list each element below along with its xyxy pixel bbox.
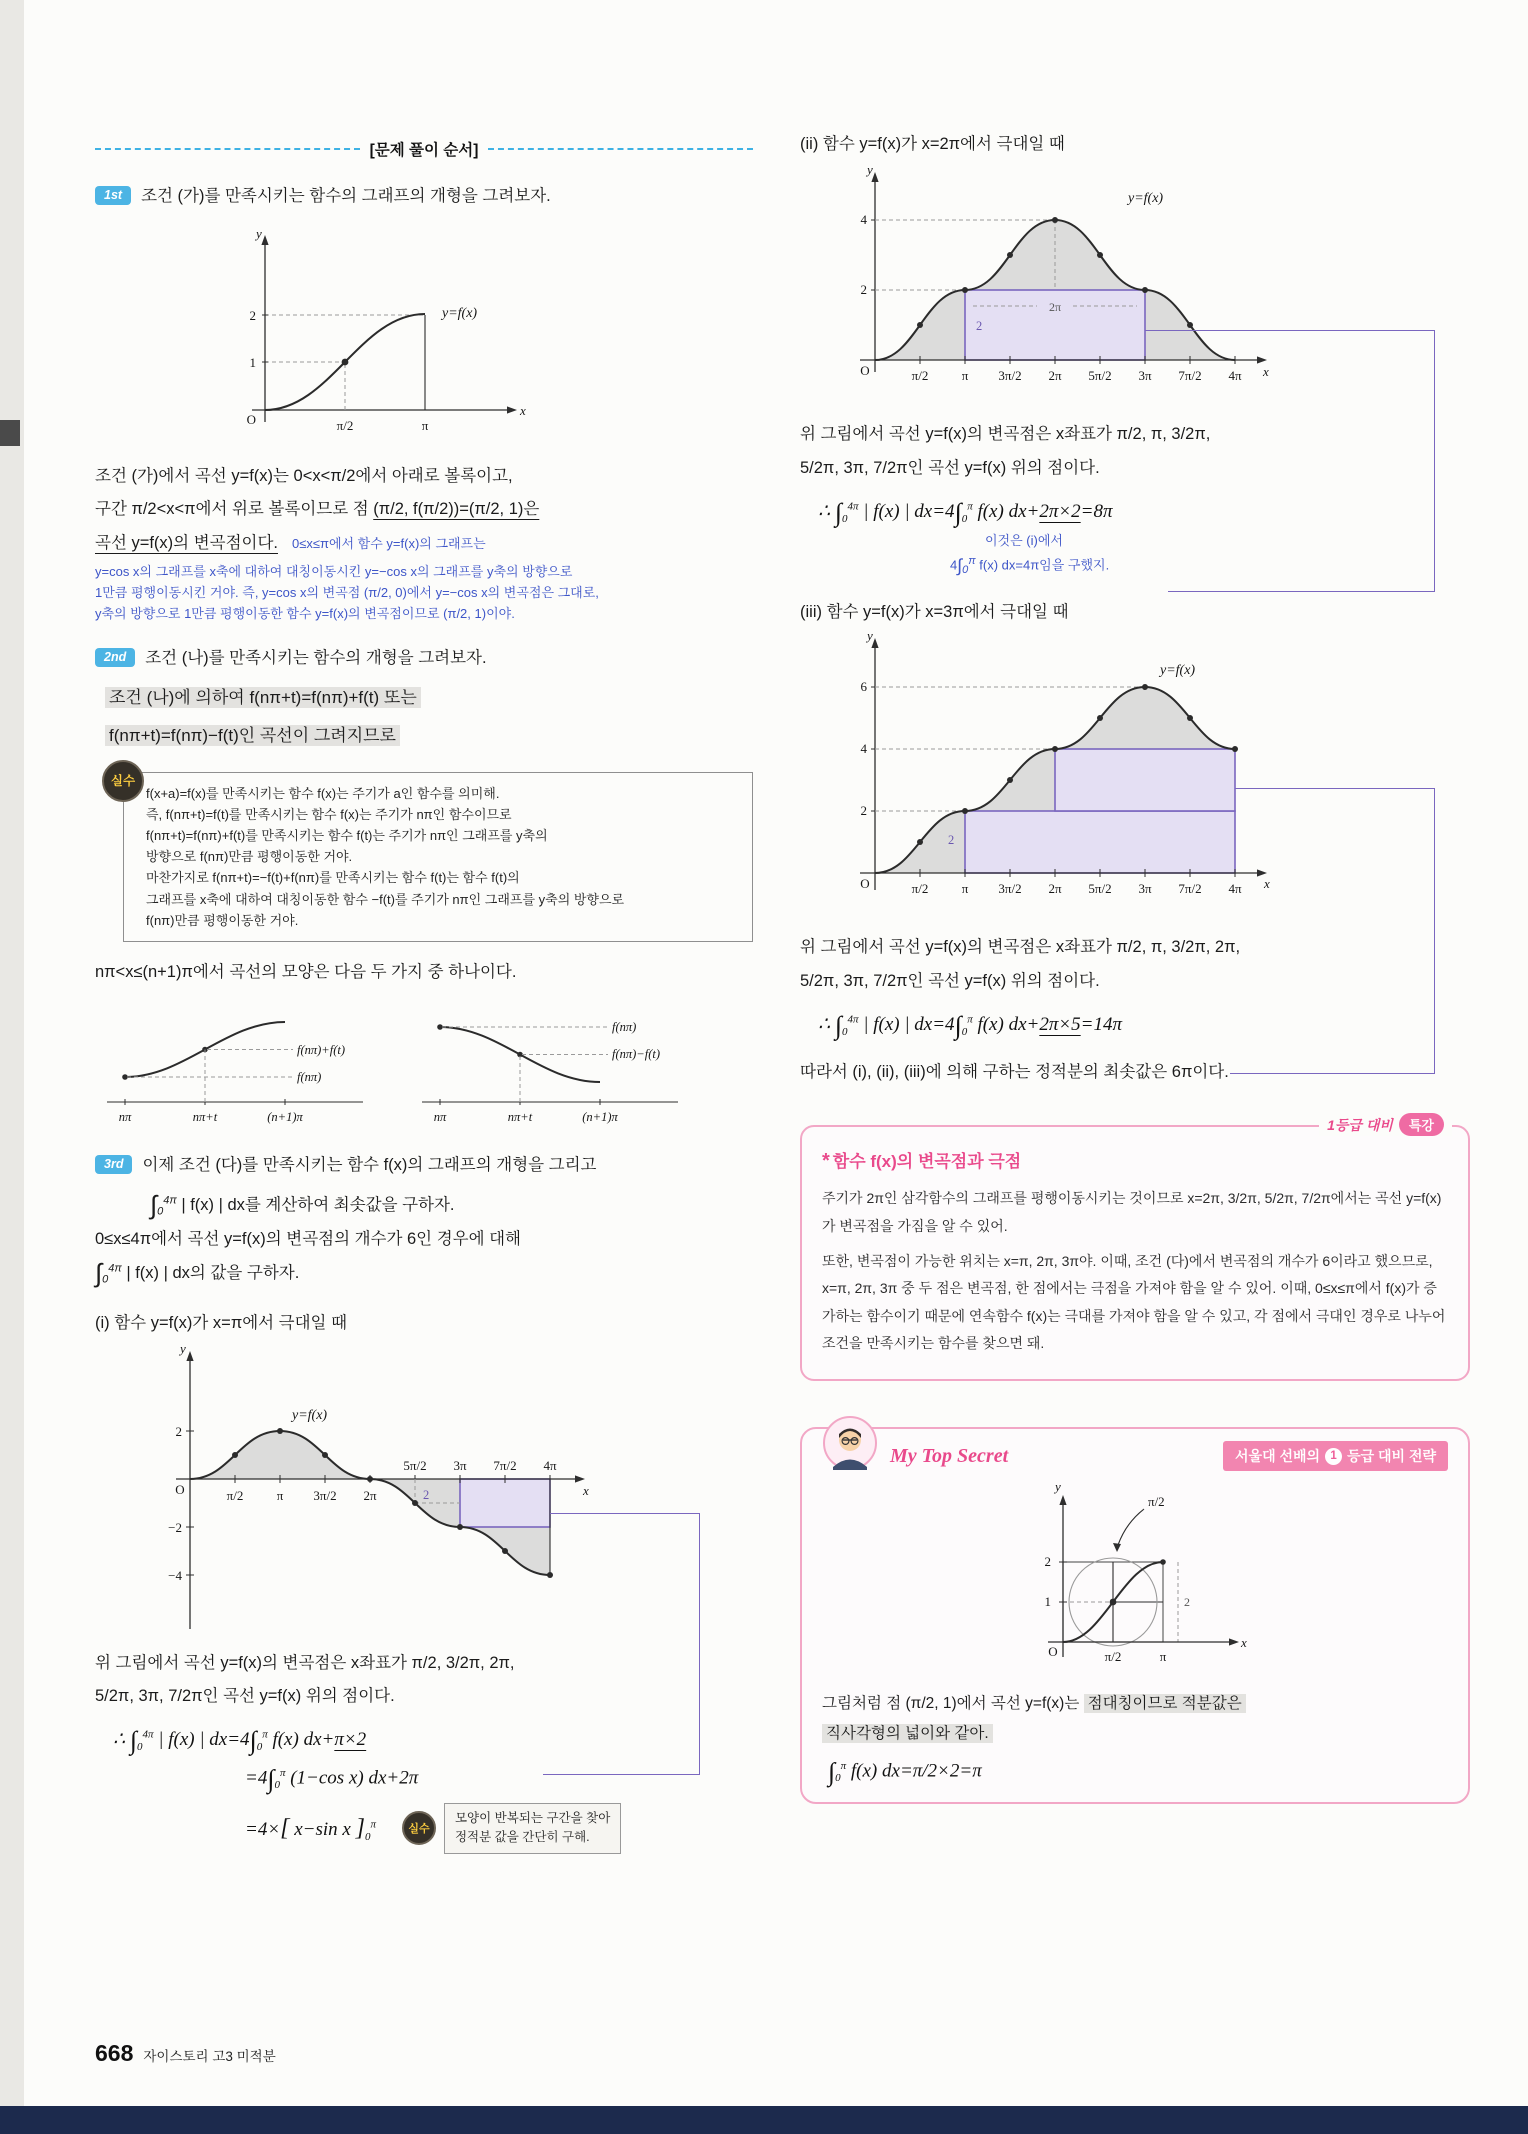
first-grade-special-box [800, 1116, 1470, 1381]
height-annotation: 2 [423, 1487, 430, 1502]
y-tick-label: 2 [249, 307, 256, 323]
case-ii-section [800, 130, 1470, 580]
curve-value-label: f(nπ) [297, 1070, 322, 1085]
my-top-secret-box [800, 1427, 1470, 1804]
bottom-navy-bar [0, 2106, 1528, 2134]
secret-text-2: 직사각형의 넓이와 같아. [822, 1719, 1448, 1749]
y-tick-label: 1 [249, 354, 256, 370]
special-badge: 1등급 대비 특강 [1319, 1113, 1452, 1136]
area-rectangle [460, 1479, 550, 1527]
book-title: 자이스토리 고3 미적분 [143, 2049, 276, 2064]
para-inflection-ii-1: 위 그림에서 곡선 y=f(x)의 변곡점은 x좌표가 π/2, π, 3/2π, [800, 425, 1211, 443]
x-tick-label: 4π [543, 1457, 557, 1473]
case-iii-title: (iii) 함수 y=f(x)가 x=3π에서 극대일 때 [800, 603, 1069, 622]
x-tick-label: 3π/2 [998, 368, 1022, 383]
y-axis-label: y [867, 628, 873, 644]
x-tick-label: 2π [1048, 368, 1062, 383]
x-tick-label: (n+1)π [267, 1110, 303, 1125]
page-edge-strip [0, 0, 24, 2134]
x-axis-label: x [520, 402, 526, 418]
mistake-note-line: f(x+a)=f(x)를 만족시키는 함수 f(x)는 주기가 a인 함수를 의미해. [146, 786, 500, 802]
x-tick-label: π [961, 368, 969, 383]
x-tick-label: 5π/2 [1088, 881, 1112, 897]
x-axis-label: x [1263, 364, 1269, 379]
graph-case-i-wrap [150, 1339, 753, 1641]
x-tick-label: π/2 [911, 881, 929, 897]
y-tick-label: 2 [1044, 1554, 1051, 1570]
curve-value-label: f(nπ) [612, 1020, 637, 1035]
height-annotation: 2 [1183, 1595, 1190, 1610]
x-tick-label: nπ+t [507, 1110, 533, 1125]
solution-order-header [95, 138, 753, 160]
x-tick-label: 4π [1228, 881, 1242, 897]
x-tick-label: 7π/2 [493, 1457, 517, 1473]
mentor-avatar-icon [822, 1415, 878, 1471]
step2-badge: 2nd [95, 648, 135, 667]
blue-annotation-ii-line1: 이것은 (i)에서 [985, 533, 1063, 549]
shape-diagrams [95, 997, 753, 1135]
formula-integral-iii: ∴ $\int_0^{4\pi}$ | f(x) | $dx=4\int_0^\pi$ f(x) dx+2π×5=14π [818, 1010, 1123, 1040]
case-ii-title: (ii) 함수 y=f(x)가 x=2π에서 극대일 때 [800, 135, 1065, 153]
x-tick-label: π [421, 417, 429, 433]
asterisk-marker: * [822, 1150, 830, 1173]
step3-title: 이제 조건 (다)를 만족시키는 함수 f(x)의 그래프의 개형을 그리고 [142, 1156, 597, 1175]
x-tick-label: nπ [433, 1110, 447, 1125]
secret-title: My Top Secret [890, 1444, 1009, 1467]
graph-case-i [150, 1339, 595, 1641]
origin-label: O [860, 363, 870, 378]
step1-title: 조건 (가)를 만족시키는 함수의 그래프의 개형을 그려보자. [141, 187, 551, 205]
x-tick-label: (n+1)π [582, 1110, 618, 1125]
formula-integral-i-2: $=4\int_0^\pi$ (1−cos x) dx+2π [245, 1764, 419, 1794]
y-axis-label: y [867, 162, 873, 177]
curve-value-label: f(nπ)+f(t) [297, 1043, 346, 1058]
inflection-conclusion: 곡선 y=f(x)의 변곡점이다. [95, 534, 278, 553]
y-axis-label: y [1054, 1479, 1061, 1495]
inflection-point [342, 358, 349, 365]
page-footer [95, 2040, 276, 2067]
x-tick-label: 7π/2 [1178, 881, 1202, 897]
x-axis-label: x [1264, 876, 1270, 892]
shape-diagram-plus [95, 997, 400, 1135]
x-tick-label: π/2 [1104, 1649, 1121, 1665]
case-i-title: (i) 함수 y=f(x)가 x=π에서 극대일 때 [95, 1313, 348, 1332]
para-convexity-2: 구간 π/2<x<π에서 위로 볼록이므로 점 (π/2, f(π/2))=(π/2, 1)은 [95, 500, 540, 519]
shape-diagram-minus [410, 997, 715, 1135]
mistake-note-line: 그래프를 x축에 대하여 대칭이동한 함수 −f(t)를 주기가 nπ인 그래프를 y축의 방향으로 [146, 891, 625, 907]
x-tick-label: π [276, 1487, 284, 1503]
dashed-rule-left [95, 148, 360, 150]
dashed-rule-right [488, 148, 753, 150]
y-axis-label: y [180, 1340, 186, 1356]
formula-integral-ii: ∴ $\int_0^{4\pi}$ | f(x) | $dx=4\int_0^\pi$ f(x) dx+2π×2=8π [818, 497, 1113, 527]
x-tick-label: π [1159, 1649, 1166, 1665]
x-tick-label: 7π/2 [1178, 368, 1202, 383]
x-axis-label: x [1240, 1635, 1247, 1651]
mistake-note-line: 방향으로 f(nπ)만큼 평행이동한 거야. [146, 849, 353, 865]
curve-label: y=f(x) [442, 305, 478, 321]
para-inflection-i-1: 위 그림에서 곡선 y=f(x)의 변곡점은 x좌표가 π/2, 3/2π, 2π, [95, 1653, 515, 1672]
y-tick-label: 4 [860, 741, 867, 757]
special-paragraph-1: 주기가 2π인 삼각함수의 그래프를 평행이동시키는 것이므로 x=2π, 3/2π, 5/2π, 7/2π에서는 곡선 y=f(x)가 변곡점을 가짐을 알 수 있어. [822, 1190, 1442, 1234]
y-tick-label: −2 [168, 1519, 182, 1535]
y-tick-label: −4 [168, 1567, 182, 1583]
graph-secret-wrap [822, 1477, 1448, 1687]
area-rectangle [1055, 749, 1235, 811]
step3-row [95, 1153, 753, 1179]
y-tick-label: 6 [860, 679, 867, 695]
shapes-intro: nπ<x≤(n+1)π에서 곡선의 모양은 다음 두 가지 중 하나이다. [95, 962, 517, 981]
mistake-tip [402, 1803, 621, 1854]
origin-label: O [860, 876, 870, 892]
x-tick-label: π/2 [911, 368, 929, 383]
secret-header [822, 1441, 1448, 1471]
conclusion: 따라서 (i), (ii), (iii)에 의해 구하는 정적분의 최솟값은 6π이다. [800, 1062, 1229, 1081]
secret-formula: $\int_0^\pi$ f(x) dx=π/2×2=π [828, 1756, 982, 1786]
special-badge-pill: 특강 [1399, 1113, 1444, 1136]
page-edge-mark [0, 420, 20, 446]
step1-row [95, 184, 753, 210]
secret-ribbon: 서울대 선배의 1 등급 대비 전략 [1223, 1441, 1448, 1471]
page-number: 668 [95, 2040, 134, 2066]
height-annotation: 2 [948, 833, 955, 848]
special-title: * 함수 f(x)의 변곡점과 극점 [822, 1150, 1022, 1173]
mistake-badge: 실수 [402, 1811, 436, 1845]
x-tick-label: π [961, 881, 969, 897]
x-tick-label: 3π/2 [313, 1487, 337, 1503]
x-tick-label: nπ [118, 1110, 132, 1125]
x-tick-label: 5π/2 [403, 1457, 427, 1473]
x-tick-label: 5π/2 [1088, 368, 1112, 383]
step1-badge: 1st [95, 186, 131, 205]
blue-annotation-1-line3: 1만큼 평행이동시킨 거야. 즉, y=cos x의 변곡점 (π/2, 0)에서 y=−cos x의 변곡점은 그대로, [95, 585, 599, 601]
secret-text-1: 그림처럼 점 (π/2, 1)에서 곡선 y=f(x)는 점대칭이므로 적분값은 [822, 1689, 1448, 1719]
height-annotation: 2 [976, 319, 983, 333]
curve-label: y=f(x) [292, 1407, 328, 1423]
x-tick-label: 3π [1138, 881, 1152, 897]
mistake-note-line: 즉, f(nπ+t)=f(t)를 만족시키는 함수 f(x)는 주기가 nπ인 함수이므로 [146, 807, 512, 823]
area-rectangle [965, 811, 1235, 873]
origin-label: O [246, 411, 256, 427]
width-annotation: 2π [1048, 300, 1062, 314]
para-inflection-iii-1: 위 그림에서 곡선 y=f(x)의 변곡점은 x좌표가 π/2, π, 3/2π, 2π, [800, 938, 1241, 957]
origin-label: O [1047, 1644, 1058, 1660]
y-tick-label: 2 [860, 803, 867, 819]
para-inflection-i-2: 5/2π, 3π, 7/2π인 곡선 y=f(x) 위의 점이다. [95, 1687, 395, 1706]
x-tick-label: π/2 [336, 417, 354, 433]
mistake-tip-box: 모양이 반복되는 구간을 찾아 정적분 값을 간단히 구해. [444, 1803, 621, 1854]
curve-value-label: f(nπ)−f(t) [612, 1047, 661, 1062]
y-axis-label: y [256, 225, 262, 241]
top-annotation: π/2 [1147, 1494, 1165, 1510]
blue-annotation-1-line1: 0≤x≤π에서 함수 y=f(x)의 그래프는 [291, 536, 486, 552]
mistake-badge: 실수 [102, 760, 144, 802]
para-convexity-1: 조건 (가)에서 곡선 y=f(x)는 0<x<π/2에서 아래로 볼록이고, [95, 466, 513, 485]
x-tick-label: 3π/2 [998, 881, 1022, 897]
formula-integral-i-3: =4×[ x−sin x ]$_0^\pi$ [245, 1814, 376, 1843]
special-paragraph-2: 또한, 변곡점이 가능한 위치는 x=π, 2π, 3π야. 이때, 조건 (다)에서 변곡점의 개수가 6이라고 했으므로, x=π, 2π, 3π 중 두 점은 변곡점, 한 점에서는 극점을 가져야 함을 알 수 있어. 이때, 0≤x≤π에서 f(x)가 증가하는 함수이기 때문에 연속함수 f(x)는 극대를 가져야 함을 알 수 있고, 각 점에서 극대인 경우로 나누어 조건을 만족시키는 함수를 찾으면 돼. [822, 1253, 1446, 1351]
right-column [800, 130, 1470, 1804]
solution-order-title: [문제 풀이 순서] [369, 142, 479, 159]
graph-point-symmetry [998, 1477, 1273, 1682]
condition-b-line1: 조건 (나)에 의하여 f(nπ+t)=f(nπ)+f(t) 또는 [105, 682, 753, 714]
formula-row-i-3 [245, 1803, 753, 1854]
x-tick-label: 2π [1048, 881, 1062, 897]
para-case-setup-2: $\int_0^{4\pi}$ | f(x) | dx의 값을 구하자. [95, 1257, 300, 1288]
step2-row [95, 646, 753, 672]
blue-annotation-ii-line2: $4\int_0^\pi$ f(x) dx=4π임을 구했지. [950, 555, 1110, 577]
origin-label: O [175, 1481, 185, 1497]
x-tick-label: 3π [1138, 368, 1152, 383]
y-tick-label: 1 [1044, 1594, 1051, 1610]
graph-case-ii [830, 160, 1280, 412]
y-tick-label: 2 [175, 1423, 182, 1439]
mistake-note-line: 마찬가지로 f(nπ+t)=−f(t)+f(nπ)를 만족시키는 함수 f(t)는 함수 f(t)의 [146, 870, 520, 886]
left-column [95, 138, 753, 1854]
step3-badge: 3rd [95, 1155, 132, 1174]
circled-one-icon: 1 [1325, 1448, 1342, 1465]
x-axis-label: x [583, 1482, 589, 1498]
curve-label: y=f(x) [1128, 191, 1164, 206]
mistake-note-line: f(nπ)만큼 평행이동한 거야. [146, 912, 299, 928]
case-i-section [95, 1309, 753, 1854]
x-tick-label: nπ+t [192, 1110, 218, 1125]
curve-label: y=f(x) [1160, 663, 1196, 679]
x-tick-label: 4π [1228, 368, 1242, 383]
formula-integral-i-1: ∴ $\int_0^{4\pi}$ | f(x) | $dx=4\int_0^\pi$ f(x) dx+π×2 [113, 1726, 367, 1756]
x-tick-label: 3π [453, 1457, 467, 1473]
x-tick-label: π/2 [226, 1487, 244, 1503]
case-iii-section [800, 598, 1470, 1040]
para-case-setup-1: 0≤x≤4π에서 곡선 y=f(x)의 변곡점의 개수가 6인 경우에 대해 [95, 1229, 521, 1248]
mistake-note-line: f(nπ+t)=f(nπ)+f(t)를 만족시키는 함수 f(t)는 주기가 nπ인 그래프를 y축의 [146, 828, 548, 844]
para-convexity-3 [95, 527, 753, 561]
graph-case-ii-wrap [830, 160, 1470, 412]
graph-case-iii-wrap [830, 628, 1470, 925]
mistake-note-box [110, 772, 753, 941]
step2-title: 조건 (나)를 만족시키는 함수의 개형을 그려보자. [145, 649, 487, 668]
graph-condition-a [210, 220, 540, 452]
graph-condition-a-wrap [210, 220, 753, 452]
graph-case-iii [830, 628, 1280, 925]
para-inflection-iii-2: 5/2π, 3π, 7/2π인 곡선 y=f(x) 위의 점이다. [800, 972, 1100, 991]
symmetry-point [1109, 1599, 1116, 1606]
y-tick-label: 4 [860, 212, 867, 227]
blue-annotation-1-line2: y=cos x의 그래프를 x축에 대하여 대칭이동시킨 y=−cos x의 그래프를 y축의 방향으로 [95, 564, 573, 579]
blue-annotation-1-line4: y축의 방향으로 1만큼 평행이동한 함수 y=f(x)의 변곡점이므로 (π/2, 1)이야. [95, 606, 515, 622]
condition-b-line2: f(nπ+t)=f(nπ)−f(t)인 곡선이 그려지므로 [105, 720, 753, 752]
para-inflection-ii-2: 5/2π, 3π, 7/2π인 곡선 y=f(x) 위의 점이다. [800, 458, 1100, 477]
step3-title-line2: $\int_0^{4\pi}$ | f(x) | dx를 계산하여 최솟값을 구하자. [150, 1190, 455, 1220]
y-tick-label: 2 [860, 282, 867, 297]
x-tick-label: 2π [363, 1487, 377, 1503]
